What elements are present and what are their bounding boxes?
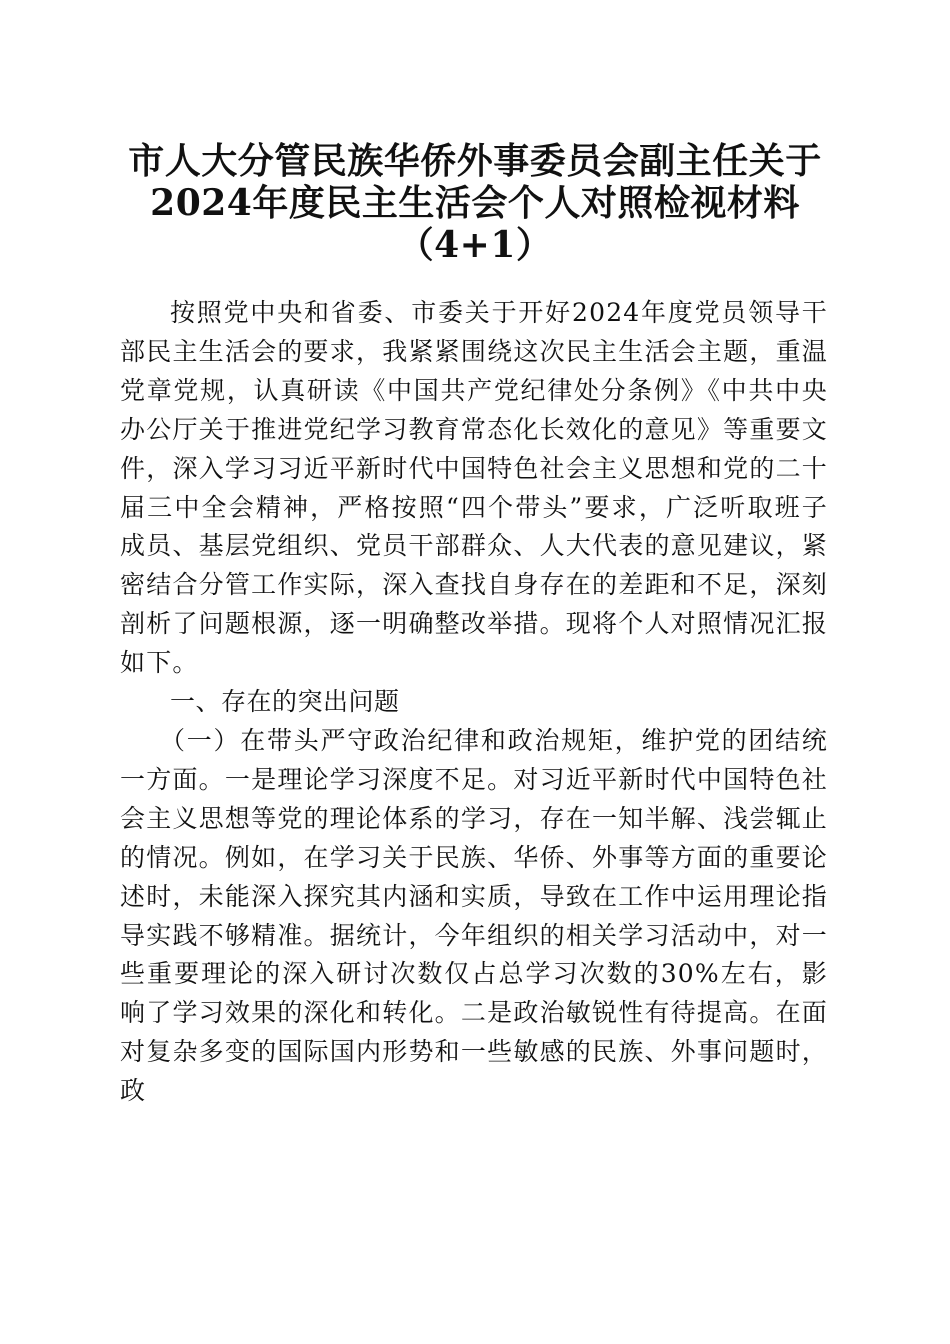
title-line-1: 市人大分管民族华侨外事委员会副主任关于 — [128, 140, 822, 182]
document-body — [120, 294, 828, 1111]
section-heading: 一、存在的突出问题 — [170, 687, 400, 717]
intro-paragraph: 按照党中央和省委、市委关于开好2024年度党员领导干部民主生活会的要求，我紧紧围绕这次民主生活会主题，重温党章党规，认真研读《中国共产党纪律处分条例》《中共中央办公厅关于推进党纪学习教育常态化长效化的意见》等重要文件，深入学习习近平新时代中国特色社会主义思想和党的二十届三中全会精神，严格按照“四个带头”要求，广泛听取班子成员、基层党组织、党员干部群众、人大代表的意见建议，紧密结合分管工作实际，深入查找自身存在的差距和不足，深刻剖析了问题根源，逐一明确整改举措。现将个人对照情况汇报如下。 — [120, 298, 828, 678]
subsection-paragraph: （一）在带头严守政治纪律和政治规矩，维护党的团结统一方面。一是理论学习深度不足。对习近平新时代中国特色社会主义思想等党的理论体系的学习，存在一知半解、浅尝辄止的情况。例如，在学习关于民族、华侨、外事等方面的重要论述时，未能深入探究其内涵和实质，导致在工作中运用理论指导实践不够精准。据统计，今年组织的相关学习活动中，对一些重要理论的深入研讨次数仅占总学习次数的30%左右，影响了学习效果的深化和转化。二是政治敏锐性有待提高。在面对复杂多变的国际国内形势和一些敏感的民族、外事问题时，政 — [120, 725, 828, 1106]
title-line-2: 2024年度民主生活会个人对照检视材料 — [150, 182, 800, 224]
document-title — [110, 140, 840, 266]
title-line-3: （4+1） — [397, 224, 553, 266]
